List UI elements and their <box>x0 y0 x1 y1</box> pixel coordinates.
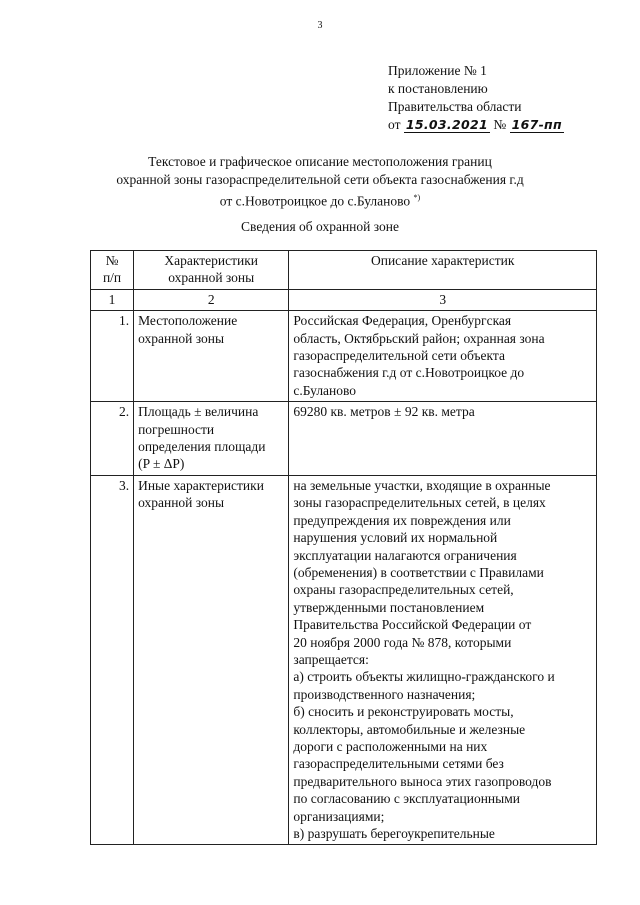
row-number: 1. <box>91 311 134 402</box>
title-line-3 <box>0 189 640 211</box>
date-prefix: от <box>388 117 401 132</box>
document-title <box>0 153 640 211</box>
header-description: Описание характеристик <box>289 251 597 290</box>
protection-zone-table <box>90 250 597 845</box>
appendix-block <box>388 62 564 134</box>
appendix-line-3: Правительства области <box>388 99 522 114</box>
header-number: № п/п <box>91 251 134 290</box>
header-characteristics: Характеристики охранной зоны <box>134 251 289 290</box>
table-header-row <box>91 251 597 290</box>
row-number: 2. <box>91 402 134 476</box>
appendix-line-2: к постановлению <box>388 81 488 96</box>
table-row <box>91 402 597 476</box>
appendix-line-1: Приложение № 1 <box>388 63 487 78</box>
table-row <box>91 311 597 402</box>
row-characteristic: Площадь ± величина погрешности определения площади (P ± ΔP) <box>134 402 289 476</box>
handwritten-date: 15.03.2021 <box>405 117 488 132</box>
row-description: на земельные участки, входящие в охранные зоны газораспределительных сетей, в целях предупреждения их повреждения или нарушения условий их нормальной эксплуатации налагаются ограничения (обременения) в соответствии с Правилами охраны газораспределительных сетей, утвержденными постановлением Правительства Российской Федерации от 20 ноября 2000 года № 878, которыми запрещается: а) строить объекты жилищно-гражданского и производственного назначения; б) сносить и реконструировать мосты, коллекторы, автомобильные и железные дороги с расположенными на них газораспределительными сетями без предварительного выноса этих газопроводов по согласованию с эксплуатационными организациями; в) разрушать берегоукрепительные <box>289 475 597 845</box>
footnote-mark: *) <box>413 193 421 202</box>
row-number: 3. <box>91 475 134 845</box>
title-line-1: Текстовое и графическое описание местоположения границ <box>148 154 492 169</box>
title-line-2: охранной зоны газораспределительной сети объекта газоснабжения г.д <box>116 172 524 187</box>
handwritten-number: 167-пп <box>511 117 562 132</box>
number-sign: № <box>493 117 507 132</box>
column-number-3: 3 <box>289 289 597 310</box>
section-subtitle: Сведения об охранной зоне <box>241 219 399 234</box>
row-characteristic: Иные характеристики охранной зоны <box>134 475 289 845</box>
row-description: Российская Федерация, Оренбургская область, Октябрьский район; охранная зона газораспределительной сети объекта газоснабжения г.д от с.Новотроицкое до с.Буланово <box>289 311 597 402</box>
column-number-1: 1 <box>91 289 134 310</box>
table-row <box>91 475 597 845</box>
row-description: 69280 кв. метров ± 92 кв. метра <box>289 402 597 476</box>
title-line-3-text: от с.Новотроицкое до с.Буланово <box>219 193 411 209</box>
column-number-row <box>91 289 597 310</box>
row-characteristic: Местоположение охранной зоны <box>134 311 289 402</box>
page-number: 3 <box>317 20 323 31</box>
column-number-2: 2 <box>134 289 289 310</box>
appendix-date-line <box>388 116 564 134</box>
